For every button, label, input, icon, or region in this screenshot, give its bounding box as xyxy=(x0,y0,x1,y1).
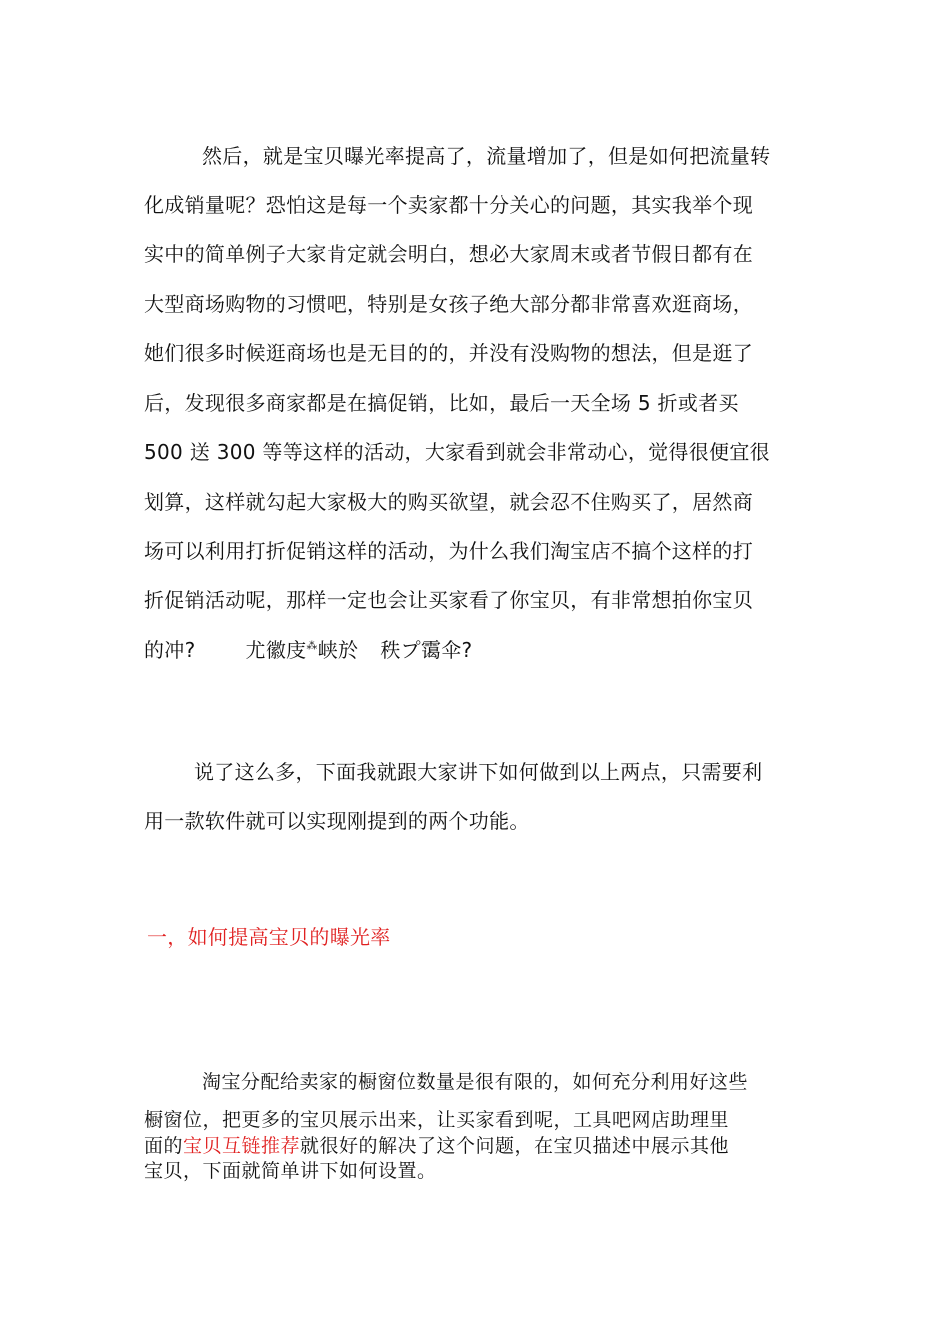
product-link-recommend[interactable]: 宝贝互链推荐 xyxy=(183,1135,301,1157)
paragraph-line: 她们很多时候逛商场也是无目的的，并没有没购物的想法，但是逛了 xyxy=(144,341,753,365)
text-fragment: 就很好的解决了这个问题，在宝贝描述中展示其他 xyxy=(300,1135,730,1157)
text-fragment: 峡於 xyxy=(317,638,359,662)
paragraph-line: 划算，这样就勾起大家极大的购买欲望，就会忍不住购买了，居然商 xyxy=(144,490,753,514)
paragraph-line-garbled xyxy=(144,634,472,663)
paragraph-line: 大型商场购物的习惯吧，特别是女孩子绝大部分都非常喜欢逛商场， xyxy=(144,292,753,316)
paragraph-line: 用一款软件就可以实现刚提到的两个功能。 xyxy=(144,809,530,833)
paragraph-line: 折促销活动呢，那样一定也会让买家看了你宝贝，有非常想拍你宝贝 xyxy=(144,588,753,612)
paragraph-line: 宝贝，下面就简单讲下如何设置。 xyxy=(144,1160,437,1182)
text-fragment: 秩プ霭伞? xyxy=(380,638,473,662)
paragraph-line: 说了这么多，下面我就跟大家讲下如何做到以上两点，只需要利 xyxy=(194,760,763,784)
paragraph-line: 橱窗位，把更多的宝贝展示出来，让买家看到呢，工具吧网店助理里 xyxy=(144,1109,730,1131)
section-heading: 一，如何提高宝贝的曝光率 xyxy=(147,925,391,949)
paragraph-line: 然后，就是宝贝曝光率提高了，流量增加了，但是如何把流量转 xyxy=(202,144,771,168)
paragraph-line: 实中的简单例子大家肯定就会明白，想必大家周末或者节假日都有在 xyxy=(144,242,753,266)
text-fragment: 面的 xyxy=(144,1135,184,1157)
garbled-glyph: ⁂ xyxy=(306,639,318,652)
paragraph-line: 后，发现很多商家都是在搞促销，比如，最后一天全场 5 折或者买 xyxy=(144,391,739,415)
paragraph-line: 场可以利用打折促销这样的活动，为什么我们淘宝店不搞个这样的打 xyxy=(144,539,753,563)
paragraph-line-with-link xyxy=(144,1131,729,1158)
text-fragment: 的冲? xyxy=(144,638,196,662)
paragraph-line: 淘宝分配给卖家的橱窗位数量是很有限的，如何充分利用好这些 xyxy=(202,1071,749,1093)
text-fragment: 尤徽庋 xyxy=(245,638,307,662)
paragraph-line: 化成销量呢？恐怕这是每一个卖家都十分关心的问题，其实我举个现 xyxy=(144,193,753,217)
paragraph-line: 500 送 300 等等这样的活动，大家看到就会非常动心，觉得很便宜很 xyxy=(144,440,770,464)
